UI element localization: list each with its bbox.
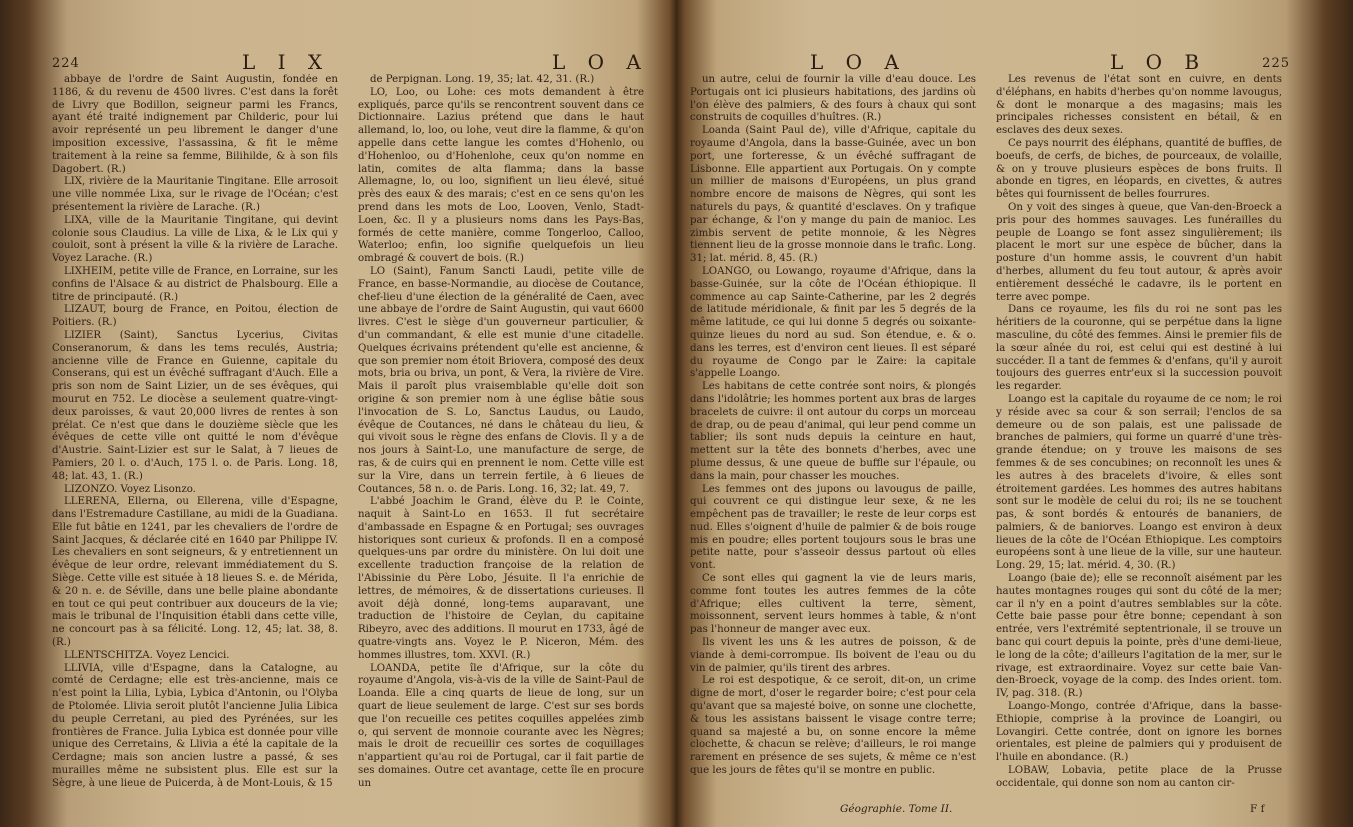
article-paragraph: Le roi est despotique, & ce seroit, dit-on, un crime digne de mort, d'oser le regarder boire; c'est pour cela qu'avant que sa majesté boive, on sonne une clochette, & tous les assistans baissent le visage contre terre; quand sa majesté a bu, on sonne encore la même clochette, & chacun se relève; d'ailleurs, le roi mange rarement en présence de ses sujets, & même ce n'est que les jours de fêtes qu'il se montre en public.	[690, 675, 976, 777]
article-paragraph: LIZAUT, bourg de France, en Poitou, élection de Poitiers. (R.)	[52, 304, 338, 329]
article-paragraph: Loanda (Saint Paul de), ville d'Afrique, capitale du royaume d'Angola, dans la basse-Guinée, avec un bon port, une forteresse, & un évêché suffragant de Lisbonne. Elle appartient aux Portugais. On y compte un millier de maisons d'Européens, un plus grand nombre encore de maisons de Nègres, qui sont les naturels du pays, & quantité d'esclaves. On y trafique par échange, & l'on y mange du pain de manioc. Les zimbis servent de petite monnoie, & les Nègres tiennent lieu de la grosse monnoie dans le trafic. Long. 31; lat. mérid. 8, 45. (R.)	[690, 125, 976, 265]
right-head-word-1: L O A	[810, 50, 907, 74]
article-paragraph: de Perpignan. Long. 19, 35; lat. 42, 31. (R.)	[370, 74, 595, 85]
article-paragraph: Loango-Mongo, contrée d'Afrique, dans la basse-Ethiopie, comprise à la province de Loangiri, ou Lovangiri. Cette contrée, dont on ignore les bornes orientales, est pleine de palmiers qui y produisent de l'huile en abondance. (R.)	[996, 701, 1282, 764]
article-paragraph: Les femmes ont des jupons ou lavougus de paille, qui couvrent ce qui distingue leur sexe, & ne les empêchent pas de travailler; le reste de leur corps est nud. Elles s'oignent d'huile de palmier & de bois rouge mis en poudre; elles portent toujours sous le bras une petite natte, pour s'asseoir dessus partout où elles vont.	[690, 483, 976, 572]
right-page-columns	[690, 74, 1290, 815]
right-running-head	[690, 50, 1290, 76]
article-paragraph: LLIVIA, ville d'Espagne, dans la Catalogne, au comté de Cerdagne; elle est très-ancienne, mais ce n'est point la Lilia, Lybia, Lybica d'Antonin, ou l'Olyba de Ptolomée. Llivia seroit plutôt l'ancienne Julia Libica du peuple Cerretani, au pied des Pyrénées, sur les frontières de France. Julia Lybica est donnée pour ville unique des Cerretains, & Llivia a été la capitale de la Cerdagne; mais son ancien lustre a passé, & ses murailles même ne subsistent plus. Elle est sur la Sègre, à une lieue de Puicerda, à de Mont-Louis, & 15	[52, 662, 338, 789]
article-paragraph: LIZIER (Saint), Sanctus Lycerius, Civitas Conseranorum, & dans les tems reculés, Austria; ancienne ville de France en Guienne, capitale du Conserans, qui est un évêché suffragant d'Auch. Elle a pris son nom de Saint Lizier, un de ses évêques, qui mourut en 752. Le diocèse a seulement quatre-vingt-deux paroisses, & vaut 20,000 livres de rentes à son prélat. Ce n'est que dans le douzième siècle que les évêques de cette ville ont quitté le nom d'évêque d'Austrie. Saint-Lizier est sur le Salat, à 7 lieues de Pamiers, 20 l. o. d'Auch, 175 l. o. de Paris. Long. 18, 48; lat. 43, 1. (R.)	[52, 329, 338, 482]
right-column-2	[996, 74, 1282, 799]
right-page	[690, 40, 1290, 815]
article-paragraph: Les habitans de cette contrée sont noirs, & plongés dans l'idolâtrie; les hommes portent aux bras de larges bracelets de cuivre: il ont autour du corps un morceau de drap, ou de peau d'animal, qui leur pend comme un tablier; ils sont nuds depuis la ceinture en haut, mettent sur la tête des bonnets d'herbes, avec une plume dessus, & une queue de buffle sur l'épaule, ou dans la main, pour chasser les mouches.	[690, 381, 976, 482]
article-paragraph: Ils vivent les uns & les autres de poisson, & de viande à demi-corrompue. Ils boivent de l'eau ou du vin de palmier, qu'ils tirent des arbres.	[690, 637, 976, 674]
article-paragraph: LIXA, ville de la Mauritanie Tingitane, qui devint colonie sous Claudius. La ville de Lixa, & le Lix qui y couloit, sont à présent la ville & la rivière de Larache. Voyez Larache. (R.)	[52, 214, 338, 265]
right-page-number: 225	[1262, 56, 1290, 71]
article-paragraph: LO (Saint), Fanum Sancti Laudi, petite ville de France, en basse-Normandie, au diocèse de Coutance, chef-lieu d'une élection de la généralité de Caen, avec une abbaye de l'ordre de Saint Augustin, qui vaut 6600 livres. C'est le siège d'un gouverneur particulier, & d'un commandant, & elle est munie d'une citadelle. Quelques écrivains prétendent qu'elle est ancienne, & que son premier nom étoit Briovera, composé des deux mots, bria ou briva, un pont, & Vera, la rivière de Vire. Mais il paroît plus vraisemblable qu'elle doit son origine & son premier nom à une église bâtie sous l'invocation de S. Lo, Sanctus Laudus, ou Laudo, évêque de Coutances, né dans le château du lieu, & qui vivoit sous le règne des enfans de Clovis. Il y a de nos jours à Saint-Lo, une manufacture de serge, de ras, & de cuirs qui en prennent le nom. Cette ville est sur la Vire, dans un terrein fertile, à 6 lieues de Coutances, 58 n. o. de Paris. Long. 16, 32; lat. 49, 7.	[358, 265, 644, 495]
article-paragraph: LIXHEIM, petite ville de France, en Lorraine, sur les confins de l'Alsace & au district de Phalsbourg. Elle a titre de principauté. (R.)	[52, 265, 338, 303]
article-paragraph: LOANDA, petite île d'Afrique, sur la côte du royaume d'Angola, vis-à-vis de la ville de Saint-Paul de Loanda. Elle a cinq quarts de lieue de long, sur un quart de lieue seulement de large. C'est sur ses bords que l'on recueille ces petites coquilles appelées zimb o, qui servent de monnoie courante avec les Nègres; mais le droit de recueillir ces sortes de coquillages n'appartient qu'au roi de Portugal, car il fait partie de ses domaines. Outre cet avantage, cette île en procure un	[358, 662, 644, 789]
left-page-number: 224	[52, 56, 80, 71]
right-column-1	[690, 74, 976, 799]
article-paragraph: Loango est la capitale du royaume de ce nom; le roi y réside avec sa cour & son serrail; l'enclos de sa demeure ou de son palais, est une palissade de branches de palmiers, qui forme un quarré d'une très-grande étendue; on y trouve les maisons de ses femmes & de ses concubines; on reconnoît les unes & les autres à des bracelets d'ivoire, & elles sont étroitement gardées. Les hommes des autres habitans sont sur le modèle de celui du roi; ils ne se touchent pas, & sont bordés & entourés de bananiers, de palmiers, & de baniorves. Loango est environ à deux lieues de la côte de l'Océan Ethiopique. Les comptoirs européens sont à une lieue de la ville, sur une hauteur. Long. 29, 15; lat. mérid. 4, 30. (R.)	[996, 393, 1282, 572]
left-page	[52, 40, 652, 815]
article-paragraph: Dans ce royaume, les fils du roi ne sont pas les héritiers de la couronne, qui se perpétue dans la ligne masculine, du côté des femmes. Ainsi le premier fils de la sœur aînée du roi, est celui qui est destiné à lui succéder. Il a tant de femmes & d'enfans, qu'il y auroit toujours des guerres entr'eux si la succession pouvoit les regarder.	[996, 304, 1282, 393]
left-head-word-1: L I X	[242, 50, 331, 74]
article-paragraph: LLERENA, Ellerna, ou Ellerena, ville d'Espagne, dans l'Estremadure Castillane, au midi de la Guadiana. Elle fut bâtie en 1241, par les chevaliers de l'ordre de Saint Jacques, & déclarée cité en 1640 par Philippe IV. Les chevaliers en sont seigneurs, & y entretiennent un évêque de leur ordre, relevant immédiatement du S. Siège. Cette ville est située à 18 lieues S. e. de Mérida, & 20 n. e. de Séville, dans une belle plaine abondante en tout ce qui peut contribuer aux douceurs de la vie; mais le tribunal de l'Inquisition établi dans cette ville, ne concourt pas à sa félicité. Long. 12, 45; lat. 38, 8. (R.)	[52, 496, 338, 649]
left-column-1	[52, 74, 338, 815]
article-paragraph: Loango (baie de); elle se reconnoît aisément par les hautes montagnes rouges qui sont du côté de la mer; car il n'y en a point d'autres semblables sur la côte. Cette baie passe pour être bonne; cependant à son entrée, vers l'extrémité septentrionale, il se trouve un banc qui court depuis la pointe, près d'une demi-lieue, le long de la côte; d'ailleurs l'agitation de la mer, sur le rivage, est extraordinaire. Voyez sur cette baie Van-den-Broeck, voyage de la comp. des Indes orient. tom. IV, pag. 318. (R.)	[996, 573, 1282, 700]
left-head-word-2: L O A	[552, 50, 649, 74]
signature-mark: F f	[1250, 803, 1265, 815]
article-paragraph: LOBAW, Lobavia, petite place de la Prusse occidentale, qui donne son nom au canton cir-	[996, 765, 1282, 789]
article-paragraph: L'abbé Joachim le Grand, élève du P. le Cointe, naquit à Saint-Lo en 1653. Il fut secrétaire d'ambassade en Espagne & en Portugal; ses ouvrages historiques sont curieux & profonds. Il en a composé quelques-uns par ordre du ministère. On lui doit une excellente traduction françoise de la relation de l'Abissinie du Père Lobo, Jésuite. Il l'a enrichie de lettres, de mémoires, & de dissertations curieuses. Il avoit déjà donné, long-tems auparavant, une traduction de l'histoire de Ceylan, du capitaine Ribeyro, avec des additions. Il mourut en 1733, âgé de quatre-vingts ans. Voyez le P. Niceron, Mém. des hommes illustres, tom. XXVI. (R.)	[358, 496, 644, 661]
right-head-word-2: L O B	[1110, 50, 1208, 74]
left-page-columns	[52, 74, 652, 815]
article-paragraph: abbaye de l'ordre de Saint Augustin, fondée en 1186, & du revenu de 4500 livres. C'est dans la forêt de Livry que Bodillon, seigneur parmi les Francs, ayant été traité indignement par Childeric, pour lui avoir représenté un peu librement le danger d'une imposition excessive, l'assassina, & fit le même traitement à la reine sa femme, Bilihilde, & à son fils Dagobert. (R.)	[52, 74, 338, 175]
article-paragraph: LIX, rivière de la Mauritanie Tingitane. Elle arrosoit une ville nommée Lixa, sur le rivage de l'Océan; c'est présentement la rivière de Larache. (R.)	[52, 176, 338, 213]
article-paragraph: un autre, celui de fournir la ville d'eau douce. Les Portugais ont ici plusieurs habitations, des jardins où l'on élève des palmiers, & des fours à chaux qui sont construits de coquilles d'huîtres. (R.)	[690, 74, 976, 124]
article-paragraph: LLENTSCHITZA. Voyez Lencici.	[64, 649, 230, 661]
article-paragraph: LO, Loo, ou Lohe: ces mots demandent à être expliqués, parce qu'ils se rencontrent souvent dans ce Dictionnaire. Lazius prétend que dans le haut allemand, lo, loo, ou lohe, veut dire la flamme, & qu'on appelle dans cette langue les comtes d'Hohenlo, ou d'Hohenloo, ou d'Hohenlohe, ceux qu'on nomme en latin, comites de alta flamma; dans la basse Allemagne, lo, ou loo, signifient un lieu élevé, situé près des eaux & des marais; c'est en ce sens qu'on les prend dans les mots de Loo, Looven, Venlo, Stadt-Loen, &c. Il y a plusieurs noms dans les Pays-Bas, formés de cette manière, comme Tongerloo, Calloo, Waterloo; enfin, loo signifie quelquefois un lieu ombragé & couvert de bois. (R.)	[358, 86, 644, 265]
article-paragraph: Les revenus de l'état sont en cuivre, en dents d'éléphans, en habits d'herbes qu'on nomme lavougus, & dont le monarque a des magasins; mais les principales richesses consistent en bétail, & en esclaves des deux sexes.	[996, 74, 1282, 137]
article-paragraph: Ce sont elles qui gagnent la vie de leurs maris, comme font toutes les autres femmes de la côte d'Afrique; elles cultivent la terre, sèment, moissonnent, servent leurs hommes à table, & n'ont pas l'honneur de manger avec eux.	[690, 573, 976, 636]
left-column-2	[358, 74, 644, 815]
left-running-head	[52, 50, 652, 76]
article-paragraph: LIZONZO. Voyez Lisonzo.	[64, 483, 196, 495]
article-paragraph: On y voit des singes à queue, que Van-den-Broeck a pris pour des hommes sauvages. Les funérailles du peuple de Loango se font assez singulièrement; ils placent le mort sur une espèce de bûcher, dans la posture d'un homme assis, le couvrent d'un habit d'herbes, allument du feu tout autour, & après avoir entièrement desséché le cadavre, ils le portent en terre avec pompe.	[996, 201, 1282, 303]
signature-footer: Géographie. Tome II.	[840, 803, 953, 815]
article-paragraph: LOANGO, ou Lowango, royaume d'Afrique, dans la basse-Guinée, sur la côte de l'Océan éthiopique. Il commence au cap Sainte-Catherine, par les 2 degrés de latitude méridionale, & finit par les 5 degrés de la même latitude, ce qui lui donne 5 degrés ou soixante-quinze lieues du nord au sud. Son étendue, e. & o. dans les terres, est d'environ cent lieues. Il est séparé du royaume de Congo par le Zaire: la capitale s'appelle Loango.	[690, 265, 976, 380]
article-paragraph: Ce pays nourrit des éléphans, quantité de buffles, de boeufs, de cerfs, de biches, de pourceaux, de volaille, & on y trouve plusieurs espèces de bons fruits. Il abonde en tigres, en léopards, en civettes, & autres bêtes qui fournissent de belles fourrures.	[996, 137, 1282, 201]
